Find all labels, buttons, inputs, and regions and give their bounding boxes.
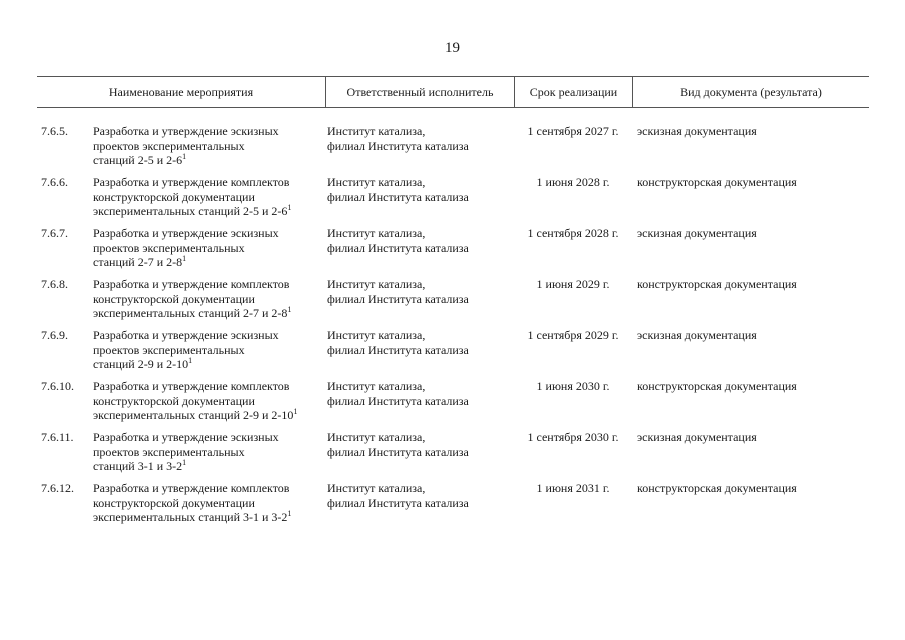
activity-name-line	[93, 292, 323, 307]
executor	[327, 277, 522, 306]
executor-line: Институт катализа,	[327, 430, 426, 444]
executor-line: филиал Института катализа	[327, 291, 469, 306]
activity-name-line	[93, 459, 323, 474]
executor-line: филиал Института катализа	[327, 240, 469, 255]
term: 1 июня 2030 г.	[536, 379, 610, 393]
activities-table	[37, 76, 869, 532]
footnote-marker: 1	[287, 203, 292, 213]
activity-name-line	[93, 277, 323, 292]
activity-name-text: проектов экспериментальных	[93, 138, 245, 153]
table-body	[37, 124, 869, 532]
activity-name-text: экспериментальных станций 2-9 и 2-10	[93, 408, 294, 423]
footnote-marker: 1	[293, 407, 298, 417]
row-number: 7.6.11.	[41, 430, 74, 444]
activity-name-line	[93, 408, 323, 423]
activity-name-line	[93, 328, 323, 343]
activity-name-text: Разработка и утверждение эскизных	[93, 430, 279, 444]
page-number: 19	[445, 40, 460, 56]
activity-name-text: конструкторской документации	[93, 291, 255, 306]
row-number: 7.6.8.	[41, 277, 68, 291]
activity-name	[93, 430, 323, 474]
activity-name	[93, 226, 323, 270]
table-row	[37, 175, 869, 226]
activity-name	[93, 277, 323, 321]
row-number: 7.6.7.	[41, 226, 68, 240]
header-name: Наименование мероприятия	[108, 85, 254, 99]
activity-name-line	[93, 445, 323, 460]
activity-name-text: конструкторской документации	[93, 189, 255, 204]
footnote-marker: 1	[287, 509, 292, 519]
term: 1 июня 2028 г.	[536, 175, 610, 189]
activity-name-text: проектов экспериментальных	[93, 444, 245, 459]
table-row	[37, 124, 869, 175]
document-type: эскизная документация	[637, 328, 757, 342]
activity-name	[93, 124, 323, 168]
activity-name-text: станций 2-7 и 2-8	[93, 255, 183, 270]
table-header	[37, 76, 869, 108]
activity-name-line	[93, 496, 323, 511]
row-number: 7.6.10.	[41, 379, 74, 393]
activity-name-text: конструкторской документации	[93, 495, 255, 510]
activity-name-line	[93, 481, 323, 496]
activity-name	[93, 379, 323, 423]
row-number: 7.6.5.	[41, 124, 68, 138]
row-number: 7.6.9.	[41, 328, 68, 342]
executor	[327, 175, 522, 204]
activity-name-text: станций 2-5 и 2-6	[93, 153, 183, 168]
activity-name-line	[93, 430, 323, 445]
activity-name-text: Разработка и утверждение эскизных	[93, 124, 279, 138]
footnote-marker: 1	[287, 305, 292, 315]
executor-line: филиал Института катализа	[327, 495, 469, 510]
activity-name-line	[93, 226, 323, 241]
activity-name-text: экспериментальных станций 2-5 и 2-6	[93, 204, 288, 219]
executor-line: Институт катализа,	[327, 379, 426, 393]
executor-line: Институт катализа,	[327, 175, 426, 189]
term: 1 июня 2029 г.	[536, 277, 610, 291]
activity-name-line	[93, 204, 323, 219]
document-type: конструкторская документация	[637, 277, 797, 291]
executor	[327, 124, 522, 153]
term: 1 сентября 2027 г.	[527, 124, 619, 138]
activity-name	[93, 481, 323, 525]
activity-name-line	[93, 124, 323, 139]
activity-name-line	[93, 153, 323, 168]
activity-name-text: Разработка и утверждение комплектов	[93, 175, 290, 189]
activity-name-line	[93, 241, 323, 256]
term: 1 сентября 2028 г.	[527, 226, 619, 240]
row-number: 7.6.12.	[41, 481, 74, 495]
footnote-marker: 1	[182, 254, 187, 264]
activity-name-text: конструкторской документации	[93, 393, 255, 408]
executor-line: Институт катализа,	[327, 481, 426, 495]
activity-name-text: станций 2-9 и 2-10	[93, 357, 189, 372]
activity-name-text: проектов экспериментальных	[93, 342, 245, 357]
activity-name-text: Разработка и утверждение комплектов	[93, 277, 290, 291]
header-doc: Вид документа (результата)	[680, 85, 822, 99]
activity-name-line	[93, 190, 323, 205]
executor-line: Институт катализа,	[327, 277, 426, 291]
executor-line: филиал Института катализа	[327, 393, 469, 408]
executor	[327, 481, 522, 510]
header-executor: Ответственный исполнитель	[346, 85, 494, 99]
table-row	[37, 226, 869, 277]
executor	[327, 226, 522, 255]
document-type: конструкторская документация	[637, 175, 797, 189]
activity-name-line	[93, 510, 323, 525]
activity-name	[93, 328, 323, 372]
activity-name-text: Разработка и утверждение эскизных	[93, 328, 279, 342]
document-type: эскизная документация	[637, 430, 757, 444]
activity-name-line	[93, 379, 323, 394]
footnote-marker: 1	[182, 458, 187, 468]
executor	[327, 430, 522, 459]
activity-name-text: Разработка и утверждение комплектов	[93, 481, 290, 495]
executor-line: филиал Института катализа	[327, 342, 469, 357]
table-row	[37, 328, 869, 379]
activity-name-text: проектов экспериментальных	[93, 240, 245, 255]
activity-name-line	[93, 139, 323, 154]
activity-name-text: станций 3-1 и 3-2	[93, 459, 183, 474]
activity-name-text: Разработка и утверждение комплектов	[93, 379, 290, 393]
document-type: эскизная документация	[637, 226, 757, 240]
activity-name	[93, 175, 323, 219]
activity-name-text: экспериментальных станций 2-7 и 2-8	[93, 306, 288, 321]
executor	[327, 328, 522, 357]
term: 1 сентября 2030 г.	[527, 430, 619, 444]
executor-line: Институт катализа,	[327, 124, 426, 138]
activity-name-line	[93, 394, 323, 409]
document-type: конструкторская документация	[637, 481, 797, 495]
row-number: 7.6.6.	[41, 175, 68, 189]
executor-line: филиал Института катализа	[327, 138, 469, 153]
activity-name-text: Разработка и утверждение эскизных	[93, 226, 279, 240]
document-type: конструкторская документация	[637, 379, 797, 393]
header-term: Срок реализации	[529, 85, 618, 99]
table-row	[37, 430, 869, 481]
activity-name-line	[93, 175, 323, 190]
executor-line: филиал Института катализа	[327, 444, 469, 459]
executor	[327, 379, 522, 408]
document-type: эскизная документация	[637, 124, 757, 138]
activity-name-line	[93, 306, 323, 321]
footnote-marker: 1	[182, 152, 187, 162]
activity-name-line	[93, 343, 323, 358]
activity-name-line	[93, 357, 323, 372]
executor-line: Институт катализа,	[327, 328, 426, 342]
activity-name-text: экспериментальных станций 3-1 и 3-2	[93, 510, 288, 525]
executor-line: Институт катализа,	[327, 226, 426, 240]
table-row	[37, 481, 869, 532]
executor-line: филиал Института катализа	[327, 189, 469, 204]
table-row	[37, 379, 869, 430]
term: 1 июня 2031 г.	[536, 481, 610, 495]
table-row	[37, 277, 869, 328]
activity-name-line	[93, 255, 323, 270]
footnote-marker: 1	[188, 356, 193, 366]
term: 1 сентября 2029 г.	[527, 328, 619, 342]
